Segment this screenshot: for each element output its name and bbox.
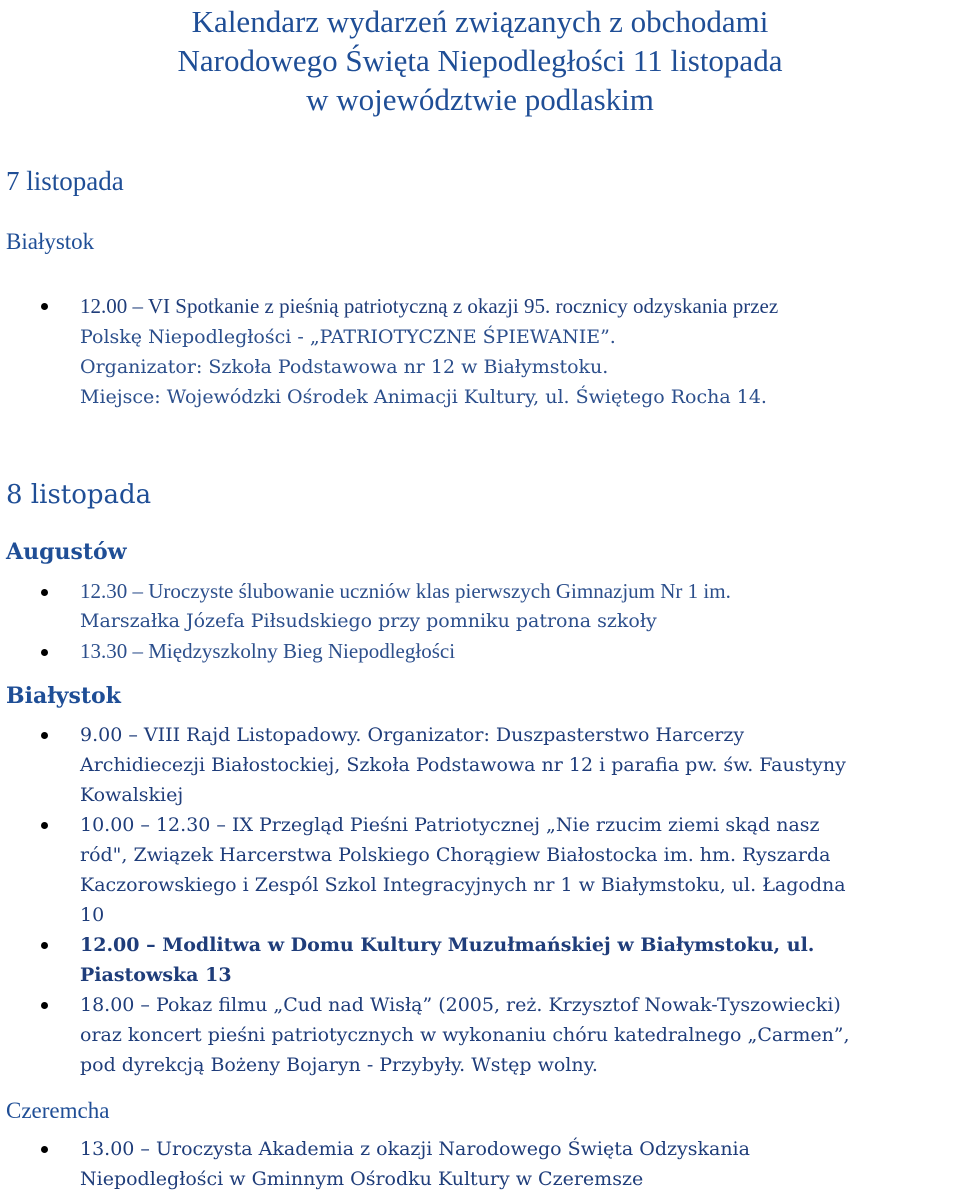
event-line: 18.00 – Pokaz filmu „Cud nad Wisłą” (2005, reż. Krzysztof Nowak-Tyszowiecki) — [80, 994, 841, 1016]
event-list-augustow — [0, 576, 960, 666]
list-item — [0, 990, 960, 1080]
event-line: 13.00 – Uroczysta Akademia z okazji Narodowego Święta Odzyskania — [80, 1138, 750, 1160]
event-line: Kaczorowskiego i Zespól Szkol Integracyjnych nr 1 w Białymstoku, ul. Łagodna — [80, 874, 846, 896]
event-line: oraz koncert pieśni patriotycznych w wykonaniu chóru katedralnego „Carmen”, — [80, 1024, 850, 1046]
event-line: Niepodległości w Gminnym Ośrodku Kultury w Czeremsze — [80, 1168, 644, 1190]
bullet-icon — [41, 942, 48, 949]
date-heading-7-listopada: 7 listopada — [6, 166, 124, 196]
event-line: Kowalskiej — [80, 784, 184, 806]
event-line: Archidiecezji Białostockiej, Szkoła Podstawowa nr 12 i parafia pw. św. Faustyny — [80, 754, 846, 776]
city-heading-bialystok-7: Białystok — [6, 229, 95, 254]
bullet-icon — [41, 649, 48, 656]
event-line: pod dyrekcją Bożeny Bojaryn - Przybyły. Wstęp wolny. — [80, 1054, 598, 1076]
event-line: 12.00 – VI Spotkanie z pieśnią patriotyczną z okazji 95. rocznicy odzyskania przez — [80, 294, 779, 318]
list-item — [0, 810, 960, 930]
event-line: 12.00 – Modlitwa w Domu Kultury Muzułmańskiej w Białymstoku, ul. — [80, 934, 815, 956]
city-heading-czeremcha: Czeremcha — [6, 1098, 110, 1123]
bullet-icon — [41, 732, 48, 739]
list-item — [0, 1134, 960, 1194]
event-line: 10 — [80, 904, 105, 926]
event-line: 9.00 – VIII Rajd Listopadowy. Organizator: Duszpasterstwo Harcerzy — [80, 724, 745, 746]
bullet-icon — [41, 589, 48, 596]
city-heading-augustow: Augustów — [6, 539, 127, 565]
list-item — [0, 720, 960, 810]
bullet-icon — [41, 1002, 48, 1009]
event-line: Polskę Niepodległości - „PATRIOTYCZNE ŚPIEWANIE”. — [80, 326, 616, 348]
list-item — [0, 930, 960, 990]
title-line-1: Kalendarz wydarzeń związanych z obchodami — [191, 4, 769, 39]
list-item — [0, 576, 960, 636]
event-line: Miejsce: Wojewódzki Ośrodek Animacji Kultury, ul. Świętego Rocha 14. — [80, 386, 767, 408]
event-line: Piastowska 13 — [80, 964, 232, 986]
event-line: 10.00 – 12.30 – IX Przegląd Pieśni Patriotycznej „Nie rzucim ziemi skąd nasz — [80, 814, 820, 836]
event-line: Organizator: Szkoła Podstawowa nr 12 w Białymstoku. — [80, 356, 609, 378]
title-line-3: w województwie podlaskim — [306, 82, 654, 117]
list-item — [0, 290, 960, 412]
document-title — [0, 0, 960, 119]
title-line-2: Narodowego Święta Niepodległości 11 listopada — [177, 43, 783, 78]
event-list-czeremcha — [0, 1134, 960, 1194]
event-line: 12.30 – Uroczyste ślubowanie uczniów klas pierwszych Gimnazjum Nr 1 im. — [80, 579, 731, 603]
event-list-7-bialystok — [0, 290, 960, 412]
bullet-icon — [41, 303, 48, 310]
city-heading-bialystok-8: Białystok — [6, 683, 121, 709]
event-line: ród", Związek Harcerstwa Polskiego Chorągiew Białostocka im. hm. Ryszarda — [80, 844, 831, 866]
bullet-icon — [41, 1146, 48, 1153]
event-line: Marszałka Józefa Piłsudskiego przy pomniku patrona szkoły — [80, 610, 657, 632]
bullet-icon — [41, 822, 48, 829]
list-item — [0, 636, 960, 666]
event-list-bialystok-8 — [0, 720, 960, 1080]
date-heading-8-listopada: 8 listopada — [6, 480, 152, 510]
event-line: 13.30 – Międzyszkolny Bieg Niepodległości — [80, 639, 456, 663]
